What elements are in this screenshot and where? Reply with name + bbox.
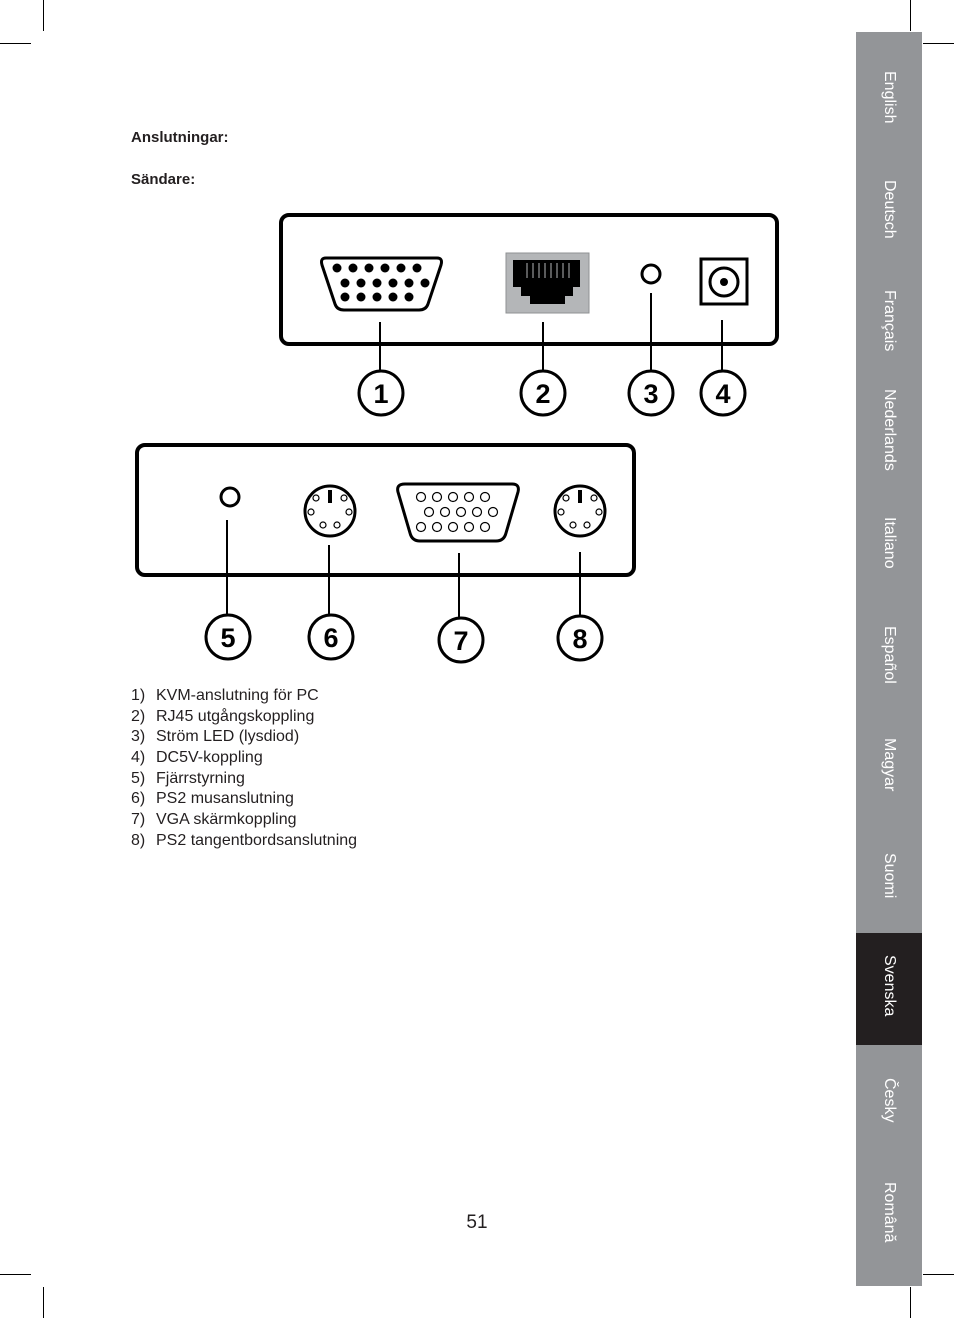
- ps2-keyboard-port: [555, 486, 605, 536]
- language-tab-magyar[interactable]: [856, 726, 922, 838]
- list-item: [131, 810, 357, 831]
- crop-mark: [923, 1274, 954, 1275]
- language-tab-romana[interactable]: [856, 1170, 922, 1282]
- language-tab-francais[interactable]: [856, 278, 922, 390]
- vga-port-pins: [333, 264, 430, 302]
- language-tab-label: Italiano: [881, 517, 898, 569]
- language-tab-espanol[interactable]: [856, 614, 922, 726]
- list-item-label: KVM-anslutning för PC: [156, 687, 319, 704]
- list-item: [131, 831, 357, 852]
- language-tab-label: Deutsch: [881, 180, 898, 239]
- callout-7-label: 7: [453, 626, 469, 656]
- list-item-label: Fjärrstyrning: [156, 769, 245, 787]
- ps2-mouse-port: [305, 486, 355, 536]
- language-sidebar: [856, 32, 922, 1286]
- language-tab-english[interactable]: [856, 59, 922, 171]
- callout-4-label: 4: [715, 379, 731, 409]
- list-item: [131, 789, 357, 810]
- list-item-number: 5): [131, 769, 146, 787]
- callout-6-label: 6: [323, 623, 339, 653]
- list-item: [131, 769, 357, 790]
- list-item-label: VGA skärmkoppling: [156, 811, 297, 829]
- list-item-number: 3): [131, 728, 146, 746]
- list-item-number: 6): [131, 790, 146, 808]
- callout-3-label: 3: [643, 379, 659, 409]
- crop-mark: [43, 1287, 44, 1318]
- list-item: [131, 748, 357, 769]
- callout-8-label: 8: [572, 624, 588, 654]
- language-tab-label: Magyar: [881, 738, 898, 792]
- page-number: 51: [466, 1212, 488, 1233]
- callout-2-label: 2: [535, 379, 551, 409]
- list-item-label: Ström LED (lysdiod): [156, 728, 300, 746]
- crop-mark: [0, 1274, 31, 1275]
- language-tab-label: Česky: [881, 1078, 898, 1123]
- language-tab-label: Suomi: [881, 853, 898, 899]
- language-tab-label: Română: [881, 1182, 898, 1243]
- list-item: [131, 727, 357, 748]
- section-heading: Anslutningar:: [131, 129, 229, 146]
- language-tab-nederlands[interactable]: [856, 377, 922, 489]
- language-tab-label: Nederlands: [881, 389, 898, 471]
- language-tab-deutsch[interactable]: [856, 168, 922, 280]
- connector-list: [131, 686, 357, 852]
- callout-5-label: 5: [220, 623, 236, 653]
- list-item: [131, 707, 357, 728]
- language-tab-label: Svenska: [881, 955, 898, 1017]
- remote-port: [221, 488, 239, 506]
- language-tab-svenska[interactable]: [856, 933, 922, 1045]
- list-item-number: 7): [131, 811, 146, 829]
- list-item: [131, 686, 357, 707]
- language-tab-label: Français: [881, 290, 898, 352]
- language-tab-label: Español: [881, 626, 898, 684]
- list-item-number: 8): [131, 831, 146, 849]
- callout-1-label: 1: [373, 379, 389, 409]
- list-item-label: RJ45 utgångskoppling: [156, 707, 315, 725]
- language-tab-cesky[interactable]: [856, 1066, 922, 1178]
- list-item-number: 2): [131, 707, 146, 725]
- power-led: [642, 265, 660, 283]
- list-item-label: PS2 musanslutning: [156, 790, 294, 808]
- list-item-number: 4): [131, 749, 146, 767]
- language-tab-italiano[interactable]: [856, 505, 922, 617]
- list-item-label: PS2 tangentbordsanslutning: [156, 831, 358, 849]
- subsection-heading: Sändare:: [131, 171, 196, 188]
- list-item-number: 1): [131, 687, 146, 704]
- language-tab-label: English: [881, 71, 898, 124]
- vga-monitor-port: [398, 484, 519, 541]
- crop-mark: [910, 1287, 911, 1318]
- list-item-label: DC5V-koppling: [156, 749, 263, 767]
